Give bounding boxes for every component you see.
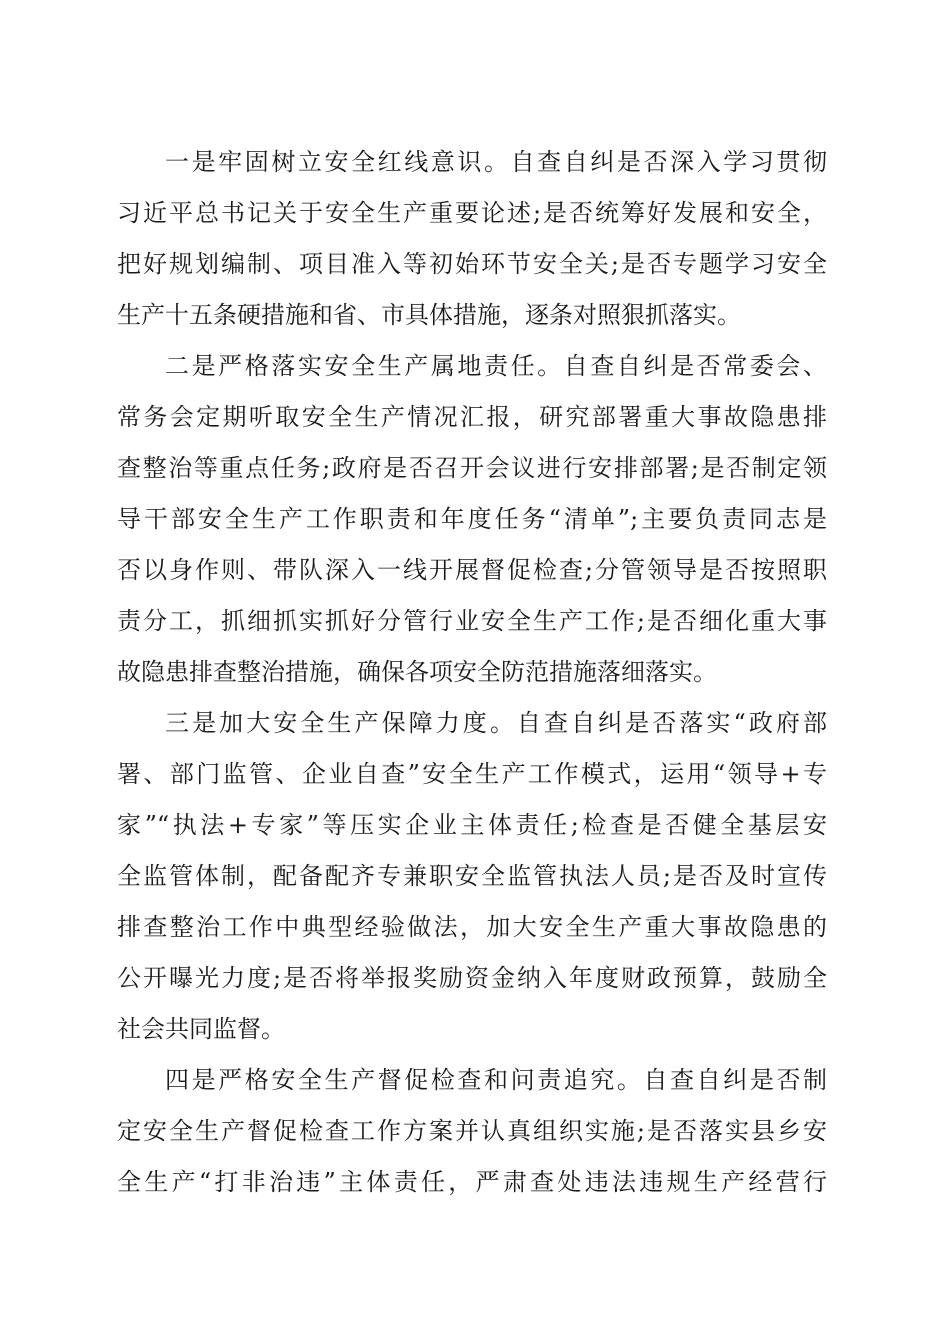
text-line: 四是严格安全生产督促检查和问责追究。自查自纠是否制 xyxy=(165,1066,827,1094)
text-line: 排查整治工作中典型经验做法，加大安全生产重大事故隐患的 xyxy=(117,913,827,941)
text-line: 常务会定期听取安全生产情况汇报，研究部署重大事故隐患排 xyxy=(117,403,827,431)
text-line: 习近平总书记关于安全生产重要论述;是否统筹好发展和安全， xyxy=(117,199,827,227)
text-line: 一是牢固树立安全红线意识。自查自纠是否深入学习贯彻 xyxy=(165,148,827,176)
text-line: 生产十五条硬措施和省、市具体措施，逐条对照狠抓落实。 xyxy=(117,301,741,329)
text-line: 查整治等重点任务;政府是否召开会议进行安排部署;是否制定领 xyxy=(117,454,827,482)
text-line: 三是加大安全生产保障力度。自查自纠是否落实“政府部 xyxy=(165,709,827,737)
text-line: 定安全生产督促检查工作方案并认真组织实施;是否落实县乡安 xyxy=(117,1117,827,1145)
text-line: 公开曝光力度;是否将举报奖励资金纳入年度财政预算，鼓励全 xyxy=(117,964,827,992)
text-line: 故隐患排查整治措施，确保各项安全防范措施落细落实。 xyxy=(117,658,717,686)
text-line: 家”“执法+专家”等压实企业主体责任;检查是否健全基层安 xyxy=(117,811,827,839)
text-line: 把好规划编制、项目准入等初始环节安全关;是否专题学习安全 xyxy=(117,250,827,278)
text-line: 导干部安全生产工作职责和年度任务“清单”;主要负责同志是 xyxy=(117,505,827,533)
text-line: 责分工，抓细抓实抓好分管行业安全生产工作;是否细化重大事 xyxy=(117,607,827,635)
text-line: 社会共同监督。 xyxy=(117,1015,285,1043)
text-line: 署、部门监管、企业自查”安全生产工作模式，运用“领导+专 xyxy=(117,760,827,788)
text-line: 全监管体制，配备配齐专兼职安全监管执法人员;是否及时宣传 xyxy=(117,862,827,890)
text-line: 否以身作则、带队深入一线开展督促检查;分管领导是否按照职 xyxy=(117,556,827,584)
text-line: 全生产“打非治违”主体责任，严肃查处违法违规生产经营行 xyxy=(117,1168,827,1196)
text-line: 二是严格落实安全生产属地责任。自查自纠是否常委会、 xyxy=(165,352,827,380)
